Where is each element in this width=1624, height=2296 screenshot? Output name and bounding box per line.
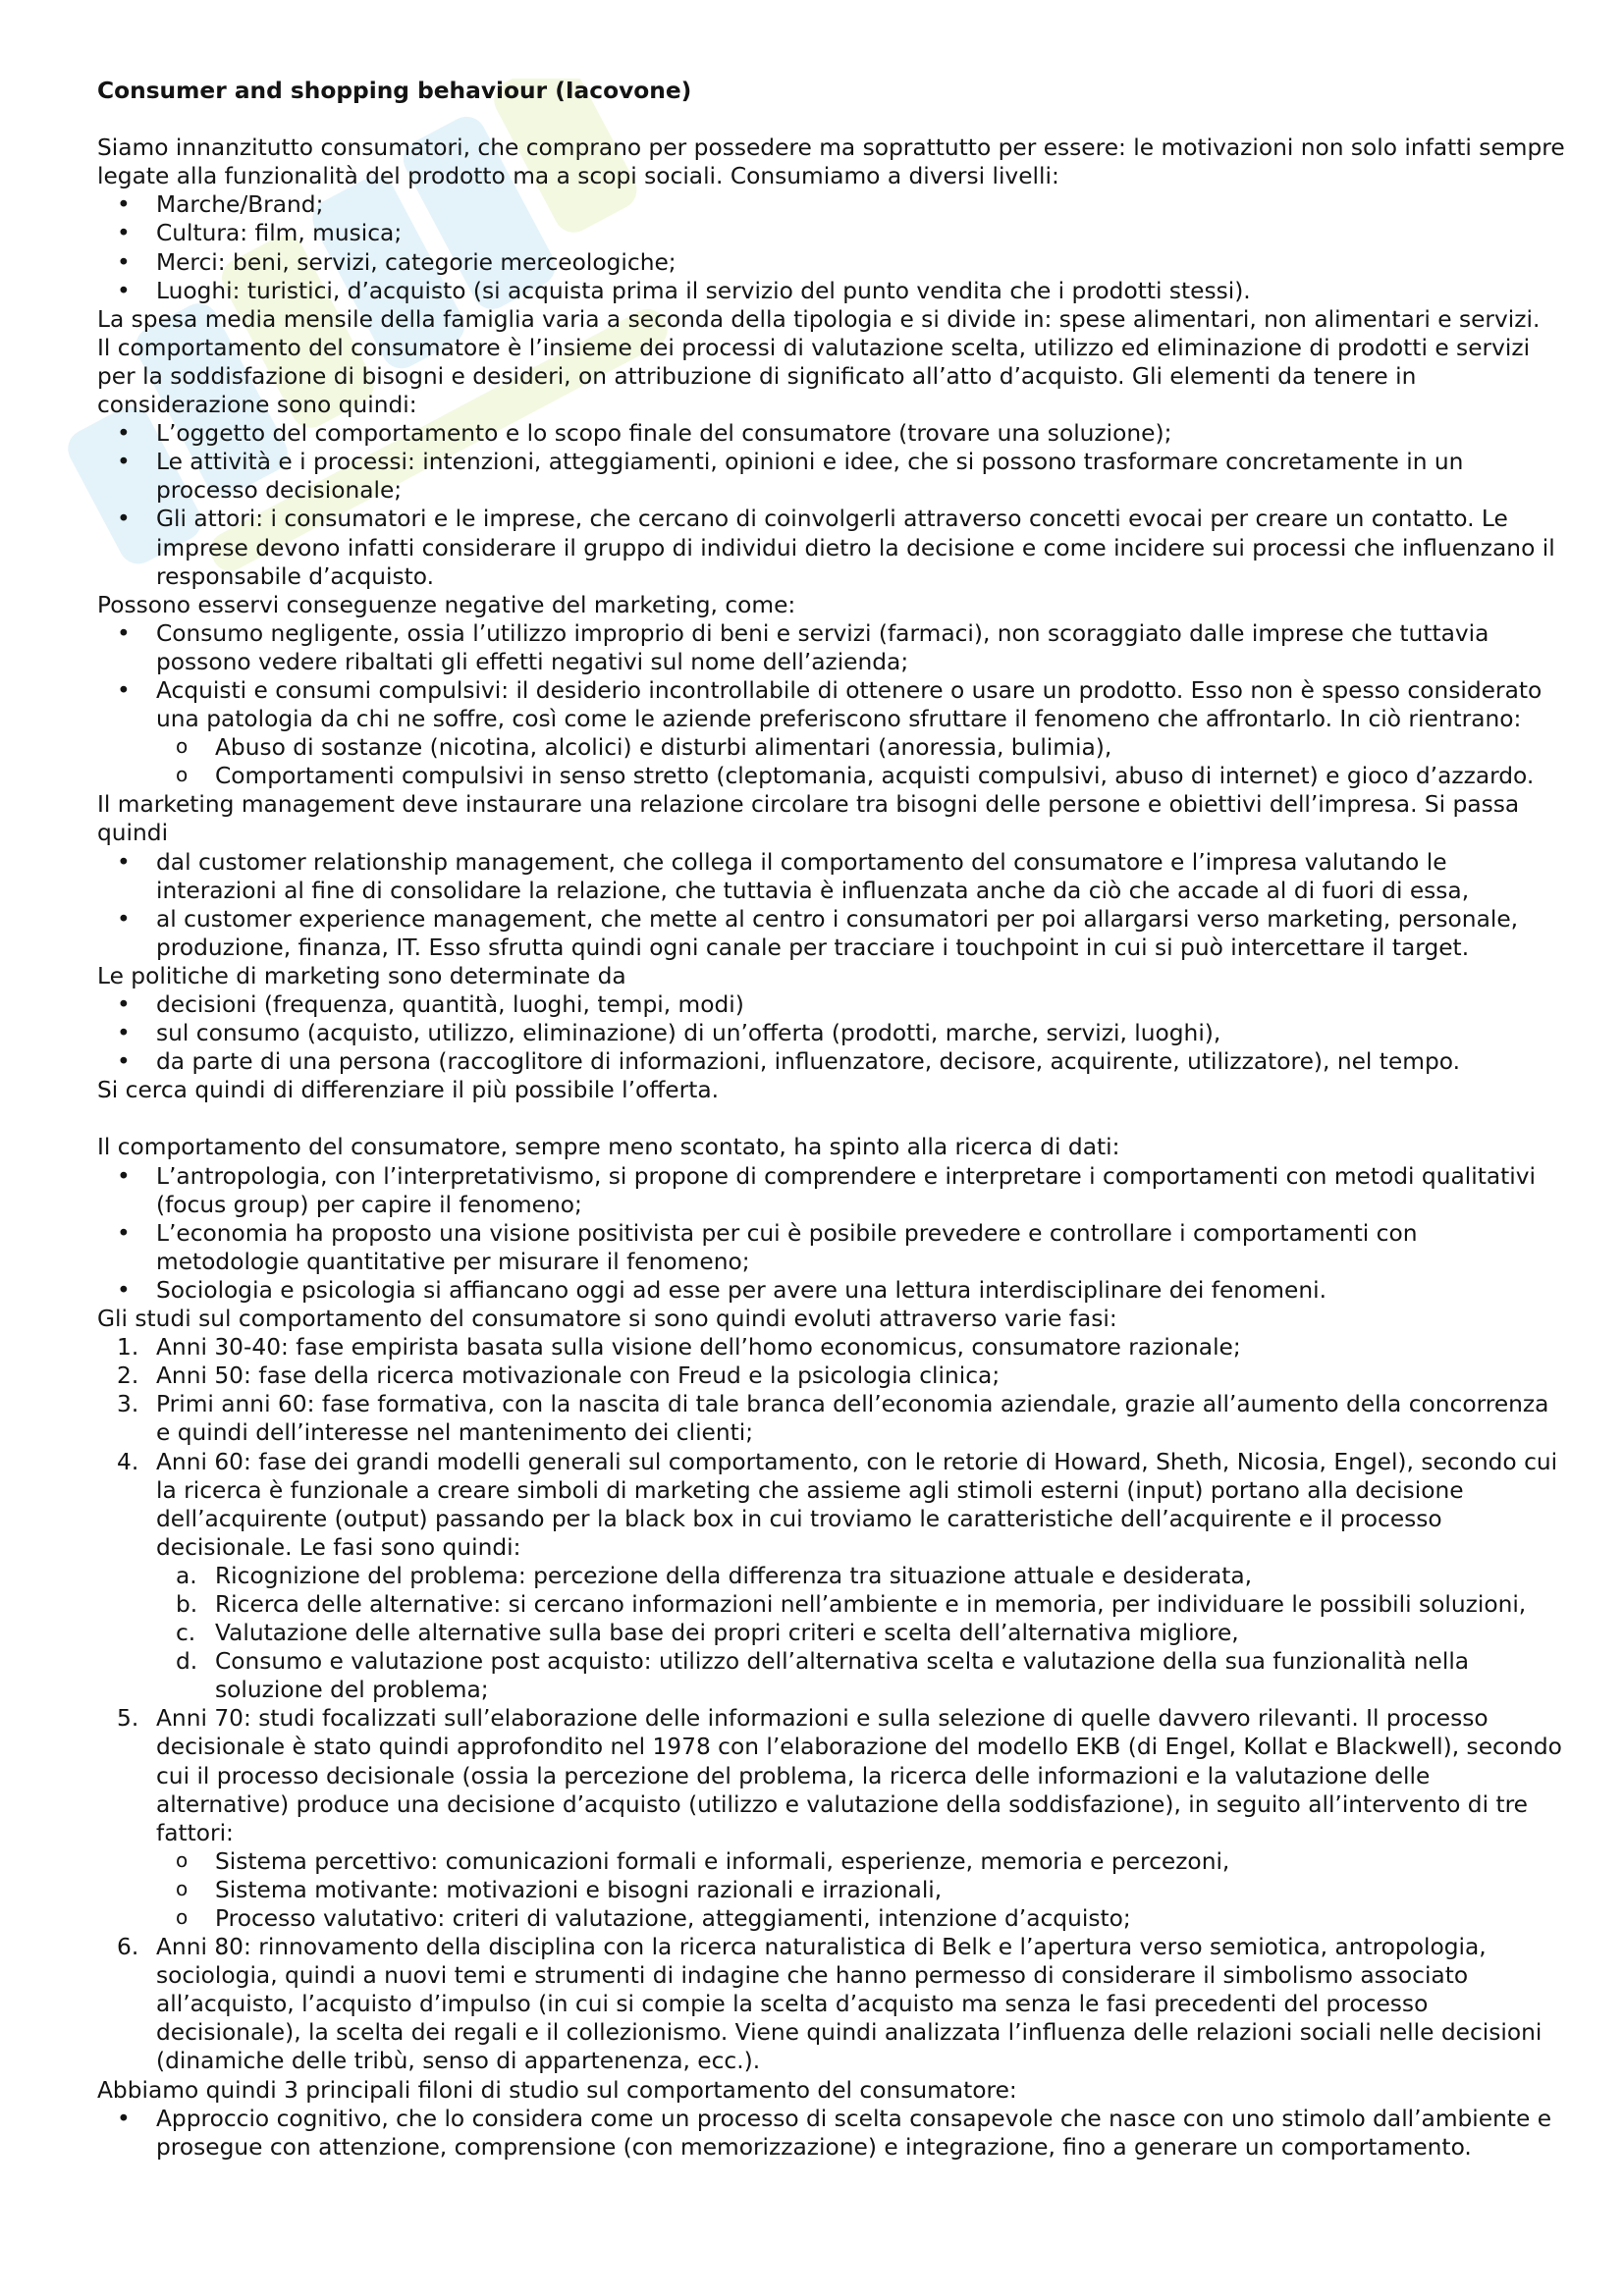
compulsivi-sublist — [156, 733, 1566, 790]
item-text: Ricerca delle alternative: si cercano informazioni nell’ambiente e in memoria, per individuare le possibili soluzioni, — [215, 1590, 1527, 1618]
numbered-item — [97, 1448, 1566, 1705]
list-item: • sul consumo (acquisto, utilizzo, eliminazione) di un’offerta (prodotti, marche, servizi, luoghi), — [97, 1019, 1566, 1047]
item-number: 6. — [117, 1934, 139, 1961]
ricerca-paragraph: Il comportamento del consumatore, sempre meno scontato, ha spinto alla ricerca di dati: — [97, 1134, 1120, 1161]
item-text: Anni 70: studi focalizzati sull’elaborazione delle informazioni e sulla selezione di quelle davvero rilevanti. Il processo decisionale è stato quindi approfondito nel 1978 con l’elaborazione del modello EKB (di Engel, Kollat e Blackwell), secondo cui il processo decisionale (ossia la percezione del problema, la ricerca delle informazioni e la valutazione delle alternative) produce una decisione d’acquisto (utilizzo e valutazione della soddisfazione), in seguito all’intervento di tre fattori: — [156, 1705, 1562, 1846]
spesa-paragraph: La spesa media mensile della famiglia varia a seconda della tipologia e si divide in: spese alimentari, non alimentari e servizi. — [97, 305, 1541, 333]
list-item: • dal customer relationship management, che collega il comportamento del consumatore e l’impresa valutando le interazioni al fine di consolidare la relazione, che tuttavia è influenzata anche da ciò che accade al di fuori di essa, — [97, 848, 1566, 905]
item-text: Valutazione delle alternative sulla base dei propri criteri e scelta dell’alternativa migliore, — [215, 1620, 1239, 1647]
management-list — [97, 848, 1566, 962]
item-number: 1. — [117, 1334, 139, 1362]
sub-list-item: o Sistema motivante: motivazioni e bisogni razionali e irrazionali, — [156, 1876, 1566, 1904]
item-letter: d. — [176, 1648, 198, 1676]
sub-list-item — [156, 1590, 1566, 1619]
list-item: • Approccio cognitivo, che lo considera come un processo di scelta consapevole che nasce con uno stimolo dall’ambiente e prosegue con attenzione, comprensione (con memorizzazione) e integrazione, fino a generare un comportamento. — [97, 2105, 1566, 2162]
item-text: Anni 50: fase della ricerca motivazionale con Freud e la psicologia clinica; — [156, 1362, 1001, 1390]
document-title: Consumer and shopping behaviour (Iacovone) — [97, 78, 692, 104]
item-number: 2. — [117, 1362, 139, 1390]
ricerca-list — [97, 1162, 1566, 1305]
politiche-list — [97, 990, 1566, 1076]
numbered-item — [97, 1390, 1566, 1447]
list-item: • da parte di una persona (raccoglitore di informazioni, influenzatore, decisore, acquirente, utilizzatore), nel tempo. — [97, 1047, 1566, 1076]
conseguenze-list — [97, 619, 1566, 791]
document-page — [97, 77, 1566, 2162]
sub-list-item — [156, 1562, 1566, 1590]
item-text: Primi anni 60: fase formativa, con la nascita di tale branca dell’economia aziendale, grazie all’aumento della concorrenza e quindi dell’interesse nel mantenimento dei clienti; — [156, 1391, 1549, 1447]
sub-list-item: o Comportamenti compulsivi in senso stretto (cleptomania, acquisti compulsivi, abuso di internet) e gioco d’azzardo. — [156, 762, 1566, 790]
fasi-list — [97, 1333, 1566, 2075]
filoni-paragraph: Abbiamo quindi 3 principali filoni di studio sul comportamento del consumatore: — [97, 2076, 1017, 2104]
item-text: Ricognizione del problema: percezione della differenza tra situazione attuale e desiderata, — [215, 1562, 1253, 1589]
sub-list-item: o Processo valutativo: criteri di valutazione, atteggiamenti, intenzione d’acquisto; — [156, 1904, 1566, 1933]
list-item: • Sociologia e psicologia si affiancano oggi ad esse per avere una lettura interdisciplinare dei fenomeni. — [97, 1276, 1566, 1305]
item-text: Consumo e valutazione post acquisto: utilizzo dell’alternativa scelta e valutazione della sua funzionalità nella soluzione del problema; — [215, 1648, 1470, 1704]
differenziare-paragraph: Si cerca quindi di differenziare il più possibile l’offerta. — [97, 1077, 720, 1104]
list-item: • Gli attori: i consumatori e le imprese, che cercano di coinvolgerli attraverso concetti evocai per creare un contatto. Le imprese devono infatti considerare il gruppo di individui dietro la decisione e come incidere sui processi che influenzano il responsabile d’acquisto. — [97, 505, 1566, 590]
numbered-item — [97, 1704, 1566, 1933]
item-letter: c. — [176, 1620, 196, 1647]
item-text: Anni 80: rinnovamento della disciplina con la ricerca naturalistica di Belk e l’apertura verso semiotica, antropologia, sociologia, quindi a nuovi temi e strumenti di indagine che hanno permesso di considerare il simbolismo associato all’acquisto, l’acquisto d’impulso (in cui si compie la scelta d’acquisto ma senza le fasi precedenti del processo decisionale), la scelta dei regali e il collezionismo. Viene quindi analizzata l’influenza delle relazioni sociali nelle decisioni (dinamiche delle tribù, senso di appartenenza, ecc.). — [156, 1934, 1543, 2075]
item-letter: a. — [176, 1562, 197, 1589]
numbered-item — [97, 1333, 1566, 1362]
item-number: 5. — [117, 1705, 139, 1733]
list-item-text: Acquisti e consumi compulsivi: il desiderio incontrollabile di ottenere o usare un prodotto. Esso non è spesso considerato una patologia da chi ne soffre, così come le aziende preferiscono sfruttare il fenomeno che affrontarlo. In ciò rientrano: — [156, 676, 1543, 733]
list-item: • Luoghi: turistici, d’acquisto (si acquista prima il servizio del punto vendita che i prodotti stessi). — [97, 277, 1566, 305]
conseguenze-paragraph: Possono esservi conseguenze negative del marketing, come: — [97, 591, 796, 618]
list-item: • Consumo negligente, ossia l’utilizzo improprio di beni e servizi (farmaci), non scoraggiato dalle imprese che tuttavia possono vedere ribaltati gli effetti negativi sul nome dell’azienda; — [97, 619, 1566, 676]
intro-paragraph: Siamo innanzitutto consumatori, che comprano per possedere ma soprattutto per essere: le motivazioni non solo infatti sempre legate alla funzionalità del prodotto ma a scopi sociali. Consumiamo a diversi livelli: — [97, 134, 1565, 190]
sub-list-item — [156, 1619, 1566, 1647]
numbered-item — [97, 1362, 1566, 1390]
item-letter: b. — [176, 1590, 198, 1618]
item-text: Anni 60: fase dei grandi modelli generali sul comportamento, con le retorie di Howard, Sheth, Nicosia, Engel), secondo cui la ricerca è funzionale a creare simboli di marketing che assieme agli stimoli esterni (input) portano alla decisione dell’acquirente (output) passando per la black box in cui troviamo le caratteristiche dell’acquirente e il processo decisionale. Le fasi sono quindi: — [156, 1448, 1558, 1561]
list-item: • Merci: beni, servizi, categorie merceologiche; — [97, 248, 1566, 277]
list-item: • L’economia ha proposto una visione positivista per cui è posibile prevedere e controllare i comportamenti con metodologie quantitative per misurare il fenomeno; — [97, 1219, 1566, 1276]
list-item: • L’antropologia, con l’interpretativismo, si propone di comprendere e interpretare i comportamenti con metodi qualitativi (focus group) per capire il fenomeno; — [97, 1162, 1566, 1219]
sub-list-item — [156, 1647, 1566, 1704]
politiche-paragraph: Le politiche di marketing sono determinate da — [97, 962, 626, 989]
fasi-decisione-sublist — [156, 1562, 1566, 1704]
item-text: Anni 30-40: fase empirista basata sulla visione dell’homo economicus, consumatore razionale; — [156, 1334, 1241, 1362]
comportamento-paragraph: Il comportamento del consumatore è l’insieme dei processi di valutazione scelta, utilizzo ed eliminazione di prodotti e servizi per la soddisfazione di bisogni e desideri, on attribuzione di significato all’atto d’acquisto. Gli elementi da tenere in considerazione sono quindi: — [97, 334, 1531, 419]
list-item: • al customer experience management, che mette al centro i consumatori per poi allargarsi verso marketing, personale, produzione, finanza, IT. Esso sfrutta quindi ogni canale per tracciare i touchpoint in cui si può intercettare il target. — [97, 905, 1566, 962]
list-item: • decisioni (frequenza, quantità, luoghi, tempi, modi) — [97, 990, 1566, 1019]
sub-list-item: o Sistema percettivo: comunicazioni formali e informali, esperienze, memoria e percezoni, — [156, 1847, 1566, 1876]
list-item: • L’oggetto del comportamento e lo scopo finale del consumatore (trovare una soluzione); — [97, 419, 1566, 448]
studi-paragraph: Gli studi sul comportamento del consumatore si sono quindi evoluti attraverso varie fasi: — [97, 1306, 1117, 1333]
levels-list — [97, 190, 1566, 304]
list-item: • Marche/Brand; — [97, 190, 1566, 219]
elementi-list — [97, 419, 1566, 591]
list-item: • Cultura: film, musica; — [97, 219, 1566, 247]
list-item: • Le attività e i processi: intenzioni, atteggiamenti, opinioni e idee, che si possono trasformare concretamente in un processo decisionale; — [97, 448, 1566, 505]
management-paragraph: Il marketing management deve instaurare una relazione circolare tra bisogni delle persone e obiettivi dell’impresa. Si passa quindi — [97, 791, 1520, 847]
item-number: 4. — [117, 1448, 139, 1475]
list-item — [97, 676, 1566, 790]
filoni-list — [97, 2105, 1566, 2162]
numbered-item — [97, 1933, 1566, 2075]
fattori-sublist — [156, 1847, 1566, 1933]
sub-list-item: o Abuso di sostanze (nicotina, alcolici) e disturbi alimentari (anoressia, bulimia), — [156, 733, 1566, 762]
item-number: 3. — [117, 1391, 139, 1418]
